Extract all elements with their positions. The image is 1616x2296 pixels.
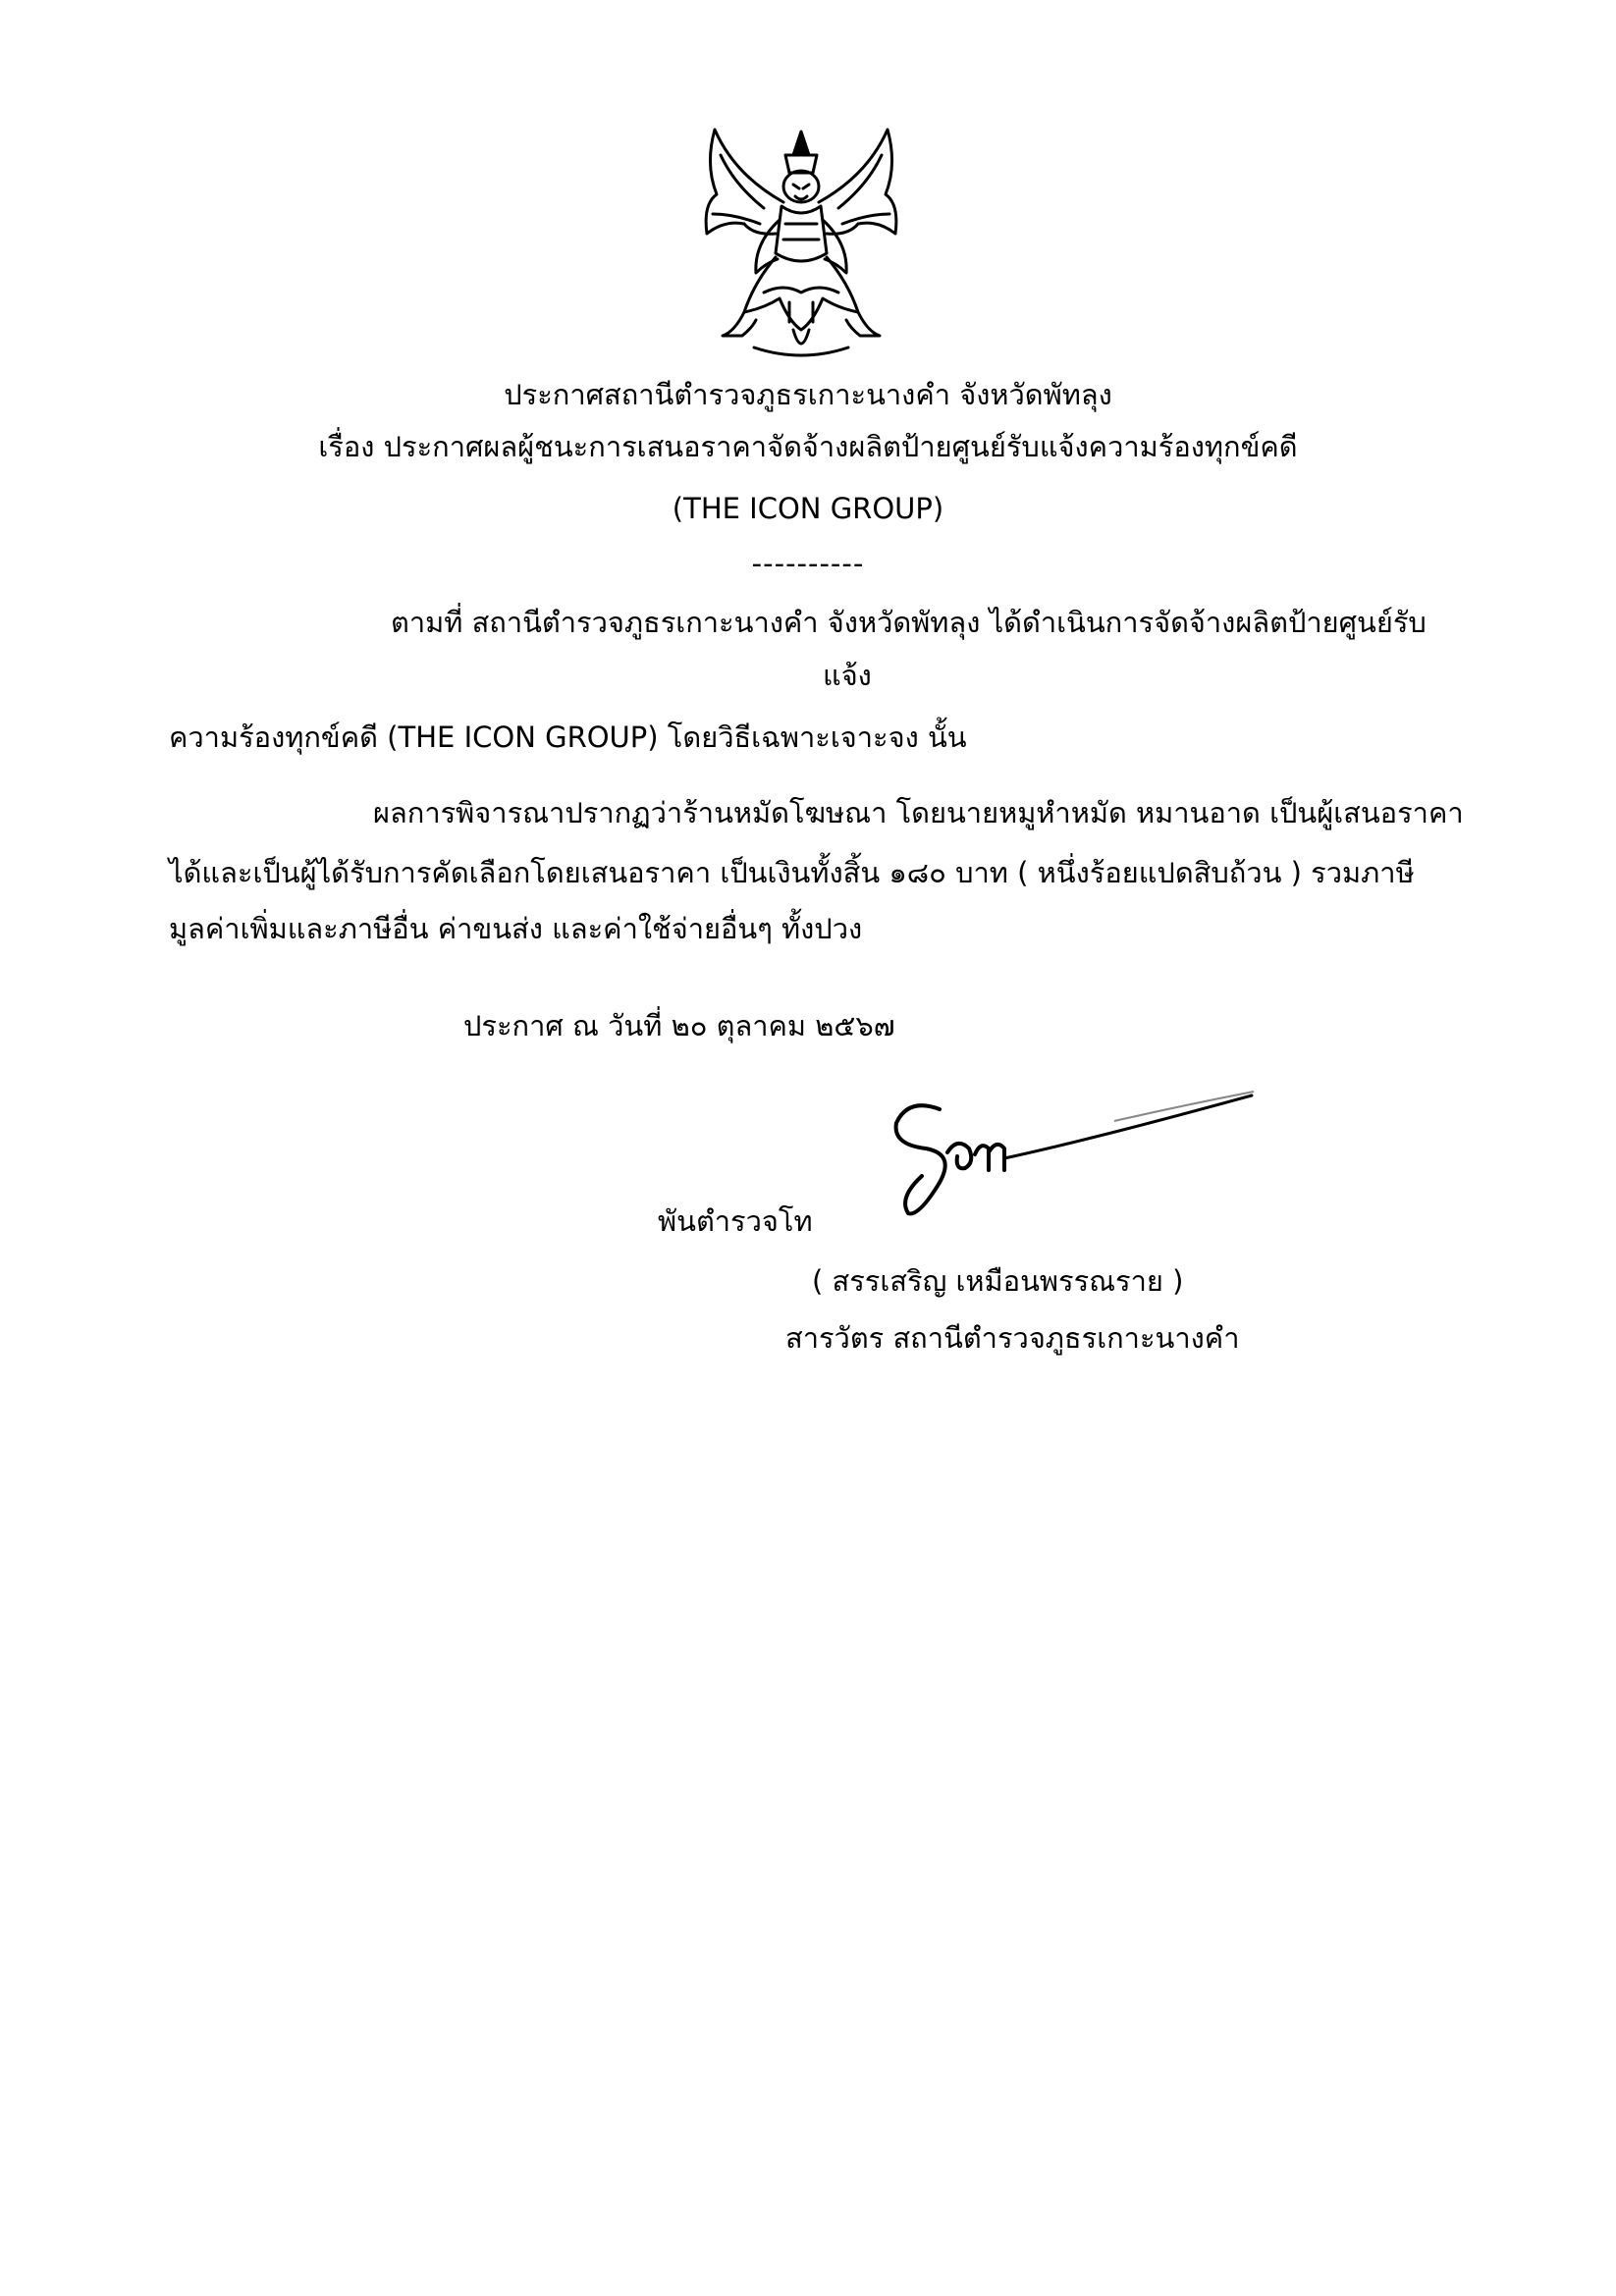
paragraph-2-line-2: ได้และเป็นผู้ได้รับการคัดเลือกโดยเสนอราคา เป็นเงินทั้งสิ้น ๑๘๐ บาท ( หนึ่งร้อยแปดสิบถ้วน ) รวมภาษี — [169, 856, 1415, 889]
subject-line: เรื่อง ประกาศผลผู้ชนะการเสนอราคาจัดจ้างผลิตป้ายศูนย์รับแจ้งความร้องทุกข์คดี — [318, 430, 1298, 463]
signatory-rank: พันตำรวจโท — [658, 1204, 813, 1238]
signature-image — [879, 1080, 1271, 1237]
paragraph-1-line-1: ตามที่ สถานีตำรวจภูธรเกาะนางคำ จังหวัดพัทลุง ได้ดำเนินการจัดจ้างผลิตป้ายศูนย์รับ — [391, 606, 1427, 639]
paragraph-1-line-3: ความร้องทุกข์คดี (THE ICON GROUP) โดยวิธีเฉพาะเจาะจง นั้น — [169, 721, 967, 754]
page-title: ประกาศสถานีตำรวจภูธรเกาะนางคำ จังหวัดพัทลุง — [504, 378, 1112, 411]
header-divider: ---------- — [751, 547, 865, 580]
announcement-date: ประกาศ ณ วันที่ ๒๐ ตุลาคม ๒๕๖๗ — [463, 1009, 895, 1042]
signatory-position: สารวัตร สถานีตำรวจภูธรเกาะนางคำ — [785, 1321, 1240, 1355]
paragraph-1-line-2: แจ้ง — [823, 659, 872, 692]
paragraph-2-line-1: ผลการพิจารณาปรากฏว่าร้านหมัดโฆษณา โดยนายหมูหำหมัด หมานอาด เป็นผู้เสนอราคา — [373, 796, 1464, 829]
subject-suffix: (THE ICON GROUP) — [672, 492, 944, 525]
signatory-name: ( สรรเสริญ เหมือนพรรณราย ) — [812, 1264, 1184, 1298]
garuda-emblem-icon — [695, 126, 907, 363]
paragraph-2-line-3: มูลค่าเพิ่มและภาษีอื่น ค่าขนส่ง และค่าใช้จ่ายอื่นๆ ทั้งปวง — [169, 912, 863, 945]
